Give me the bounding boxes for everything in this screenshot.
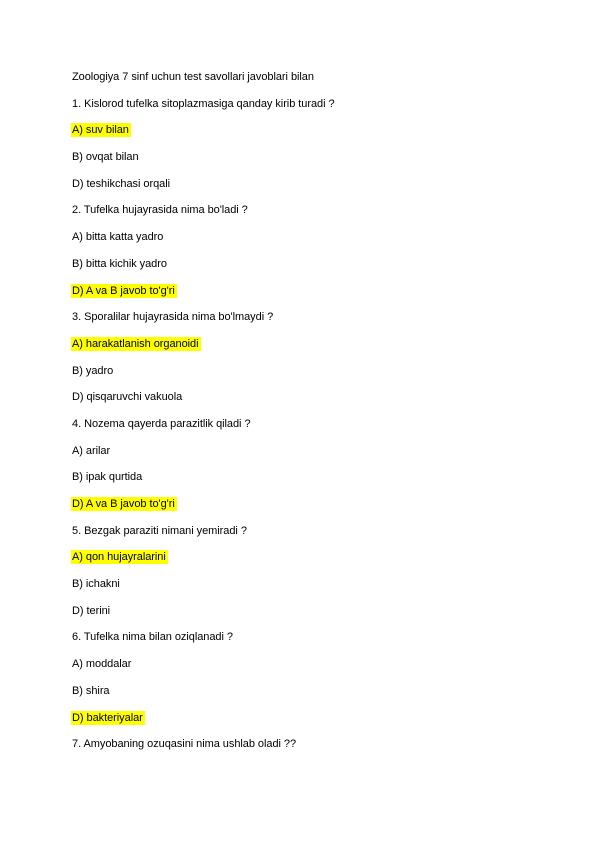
answer-line xyxy=(72,257,532,271)
answer-line xyxy=(72,684,532,698)
answer-text: A) harakatlanish organoidi xyxy=(72,337,199,350)
correct-answer-line xyxy=(72,123,532,137)
question-text: 2. Tufelka hujayrasida nima bo'ladi ? xyxy=(72,204,248,217)
answer-text: D) teshikchasi orqali xyxy=(72,177,170,190)
question-text: 1. Kislorod tufelka sitoplazmasiga qanday kirib turadi ? xyxy=(72,97,335,110)
question-line xyxy=(72,417,532,431)
answer-line xyxy=(72,364,532,378)
document-body xyxy=(72,70,532,764)
question-text: 3. Sporalilar hujayrasida nima bo'lmaydi ? xyxy=(72,311,274,324)
answer-text: A) arilar xyxy=(72,444,111,457)
answer-line xyxy=(72,577,532,591)
document-title-text: Zoologiya 7 sinf uchun test savollari javoblari bilan xyxy=(72,71,314,83)
question-text: 4. Nozema qayerda parazitlik qiladi ? xyxy=(72,417,251,430)
answer-line xyxy=(72,150,532,164)
answer-text: D) terini xyxy=(72,604,111,617)
question-text: 5. Bezgak paraziti nimani yemiradi ? xyxy=(72,524,247,537)
answer-line xyxy=(72,177,532,191)
answer-text: B) shira xyxy=(72,684,110,697)
answer-text: A) bitta katta yadro xyxy=(72,231,164,244)
question-text: 7. Amyobaning ozuqasini nima ushlab oladi ?? xyxy=(72,738,297,751)
answer-line xyxy=(72,657,532,671)
answer-text: B) ovqat bilan xyxy=(72,151,139,164)
document-title xyxy=(72,70,532,84)
answer-line xyxy=(72,604,532,618)
answer-text: A) qon hujayralarini xyxy=(72,551,166,564)
answer-text: D) qisqaruvchi vakuola xyxy=(72,391,183,404)
question-line xyxy=(72,630,532,644)
answer-text: B) yadro xyxy=(72,364,114,377)
answer-text: A) moddalar xyxy=(72,658,132,671)
answer-line xyxy=(72,470,532,484)
correct-answer-line xyxy=(72,284,532,298)
question-line xyxy=(72,310,532,324)
answer-line xyxy=(72,390,532,404)
answer-line xyxy=(72,230,532,244)
correct-answer-line xyxy=(72,711,532,725)
correct-answer-line xyxy=(72,550,532,564)
answer-line xyxy=(72,444,532,458)
answer-text: B) bitta kichik yadro xyxy=(72,257,167,270)
answer-text: D) A va B javob to'g'ri xyxy=(72,498,175,510)
question-text: 6. Tufelka nima bilan oziqlanadi ? xyxy=(72,631,233,644)
correct-answer-line xyxy=(72,337,532,351)
answer-text: B) ipak qurtida xyxy=(72,471,143,484)
question-line xyxy=(72,737,532,751)
answer-text: A) suv bilan xyxy=(72,124,129,137)
correct-answer-line xyxy=(72,497,532,511)
question-line xyxy=(72,524,532,538)
answer-text: D) bakteriyalar xyxy=(72,711,143,724)
question-line xyxy=(72,203,532,217)
question-line xyxy=(72,97,532,111)
answer-text: D) A va B javob to'g'ri xyxy=(72,284,175,297)
answer-text: B) ichakni xyxy=(72,578,120,591)
